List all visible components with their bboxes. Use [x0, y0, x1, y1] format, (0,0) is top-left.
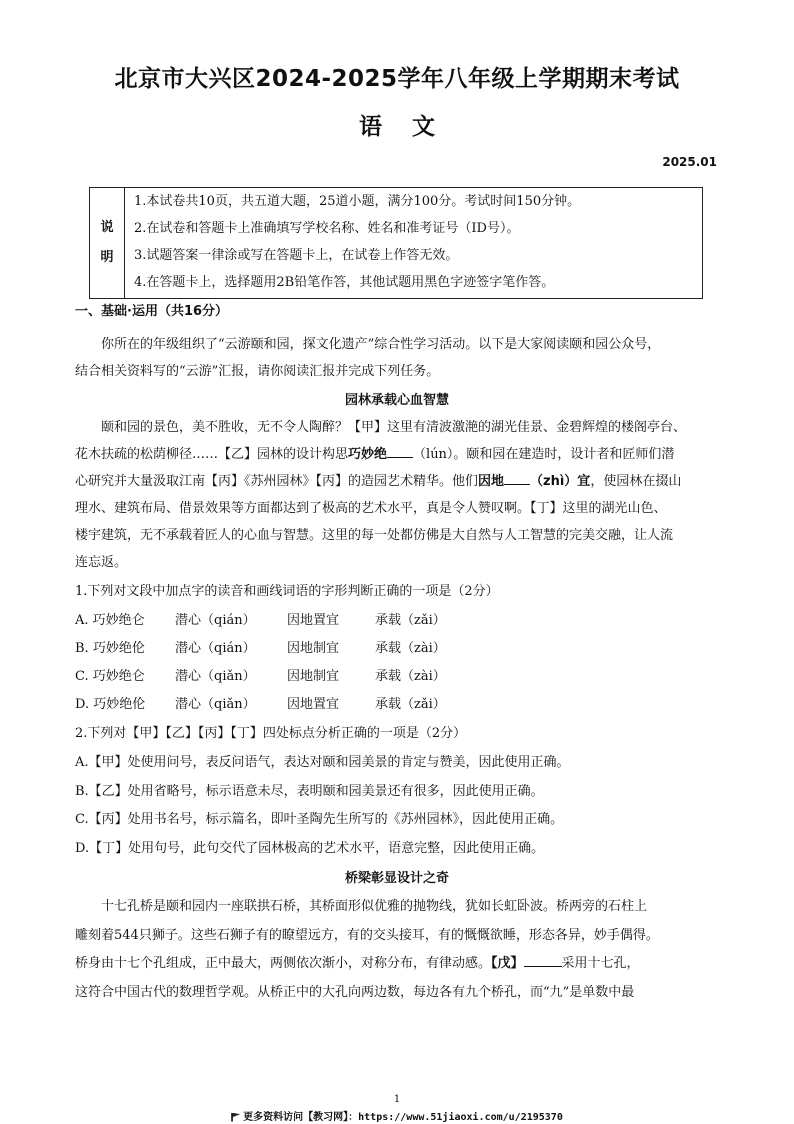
passage-line: 十七孔桥是颐和园内一座联拱石桥，其桥面形似优雅的抛物线，犹如长虹卧波。桥两旁的石柱上	[101, 899, 648, 914]
passage-text: 采用十七孔，	[561, 956, 640, 971]
passage-line: 这符合中国古代的数理哲学观。从桥正中的大孔向两边数，每边各有九个桥孔，而“九”是单数中最	[75, 985, 635, 1000]
passage-line: 颐和园的景色，美不胜收，无不令人陶醉？【甲】这里有清波激滟的湖光佳景、金碧辉煌的楼阁亭台、	[101, 420, 687, 435]
question-option: D.【丁】处用句号，此句交代了园林极高的艺术水平，语意完整，因此使用正确。	[75, 841, 545, 856]
option-cell: 承载（zài）	[375, 669, 446, 684]
question-stem: 2.下列对【甲】【乙】【丙】【丁】四处标点分析正确的一项是（2分）	[75, 726, 467, 741]
instruction-item: 1.本试卷共10页，共五道大题，25道小题，满分100分。考试时间150分钟。	[134, 194, 581, 209]
subject-title: 语文	[359, 114, 465, 140]
option-cell: 因地制宜	[287, 669, 340, 684]
instructions-list	[134, 188, 694, 296]
option-cell: C. 巧妙绝仑	[75, 669, 145, 684]
option-cell: 因地置宜	[287, 697, 340, 712]
question-stem: 1.下列对文段中加点字的读音和画线词语的字形判断正确的一项是（2分）	[75, 584, 499, 599]
passage-subtitle: 桥梁彰显设计之奇	[344, 871, 449, 886]
passage-subtitle: 园林承载心血智慧	[344, 393, 449, 408]
option-cell: A. 巧妙绝仑	[75, 613, 145, 628]
instruction-item: 3.试题答案一律涂或写在答题卡上，在试卷上作答无效。	[134, 248, 459, 263]
option-cell: 因地制宜	[287, 641, 340, 656]
passage-line: 雕刻着544只狮子。这些石狮子有的瞭望远方，有的交头接耳，有的慨慨欲睡，形态各异，妙手偶得。	[75, 928, 659, 943]
exam-date: 2025.01	[662, 155, 717, 169]
option-cell: 潜心（qián）	[175, 641, 256, 656]
exam-title: 北京市大兴区2024-2025学年八年级上学期期末考试	[114, 66, 680, 92]
instructions-label-char-2: 明	[100, 250, 114, 265]
option-cell: D. 巧妙绝伦	[75, 697, 146, 712]
option-cell: 承载（zǎi）	[375, 613, 446, 628]
passage-text: 桥身由十七个孔组成，正中最大，两侧依次渐小，对称分布，有律动感。	[75, 956, 492, 971]
option-cell: B. 巧妙绝伦	[75, 641, 145, 656]
footer-text: 更多资料访问【教习网】：https://www.51jiaoxi.com/u/2195370	[243, 1112, 563, 1123]
instruction-item: 4.在答题卡上，选择题用2B铅笔作答，其他试题用黑色字迹签字笔作答。	[134, 275, 555, 290]
question-option: B.【乙】处用省略号，标示语意未尽，表明颐和园美景还有很多，因此使用正确。	[75, 784, 544, 799]
instructions-box	[89, 187, 703, 299]
passage-text: 花木扶疏的松荫柳径……【乙】园林的设计构思	[75, 447, 349, 462]
passage-text: 【戊】	[491, 956, 524, 971]
passage-line: 楼宇建筑，无不承载着匠人的心血与智慧。这里的每一处都仿佛是大自然与人工智慧的完美交融，让人流	[75, 528, 674, 543]
passage-text: 巧妙绝	[348, 447, 388, 462]
answer-blank	[504, 472, 530, 485]
passage-text: 心研究并大量汲取江南【丙】《苏州园林》【丙】的造园艺术精华。他们	[75, 474, 479, 489]
question-option: A.【甲】处使用问号，表反问语气，表达对颐和园美景的肯定与赞美，因此使用正确。	[75, 755, 570, 770]
instruction-item: 2.在试卷和答题卡上准确填写学校名称、姓名和准考证号（ID号）。	[134, 221, 520, 236]
page-number: 1	[393, 1094, 401, 1105]
intro-line: 你所在的年级组织了“云游颐和园，探文化遗产”综合性学习活动。以下是大家阅读颐和园公众号，	[101, 337, 661, 352]
passage-text: 因地	[478, 474, 505, 489]
intro-line: 结合相关资料写的“云游”汇报，请你阅读汇报并完成下列任务。	[75, 364, 440, 379]
option-cell: 潜心（qián）	[175, 613, 256, 628]
option-cell: 因地置宜	[287, 613, 340, 628]
option-cell: 承载（zǎi）	[375, 697, 446, 712]
question-option	[75, 637, 475, 656]
flag-icon	[231, 1113, 240, 1122]
answer-blank	[387, 445, 413, 458]
footer-link[interactable]	[0, 1108, 794, 1123]
passage-text: （lún）。颐和园在建造时，设计者和匠师们潜	[413, 447, 675, 462]
passage-text: ，使园林在掇山	[590, 474, 682, 489]
instructions-label-char-1: 说	[100, 220, 114, 235]
passage-line	[75, 952, 725, 971]
passage-line	[75, 443, 725, 462]
option-cell: 潜心（qiǎn）	[175, 697, 256, 712]
option-cell: 潜心（qiǎn）	[175, 669, 256, 684]
passage-line	[75, 470, 725, 489]
question-option	[75, 609, 475, 628]
answer-blank	[524, 954, 562, 967]
passage-line: 理水、建筑布局、借景效果等方面都达到了极高的艺术水平，真是令人赞叹啊。【丁】这里的湖光山色、	[75, 501, 667, 516]
instructions-label	[90, 188, 125, 298]
question-option	[75, 693, 475, 712]
question-option: C.【丙】处用书名号，标示篇名，即叶圣陶先生所写的《苏州园林》，因此使用正确。	[75, 812, 564, 827]
section-heading: 一、基础·运用（共16分）	[75, 304, 229, 319]
passage-line: 连忘返。	[75, 555, 128, 570]
question-option	[75, 665, 475, 684]
option-cell: 承载（zài）	[375, 641, 446, 656]
passage-text: （zhì）宜	[530, 474, 591, 489]
